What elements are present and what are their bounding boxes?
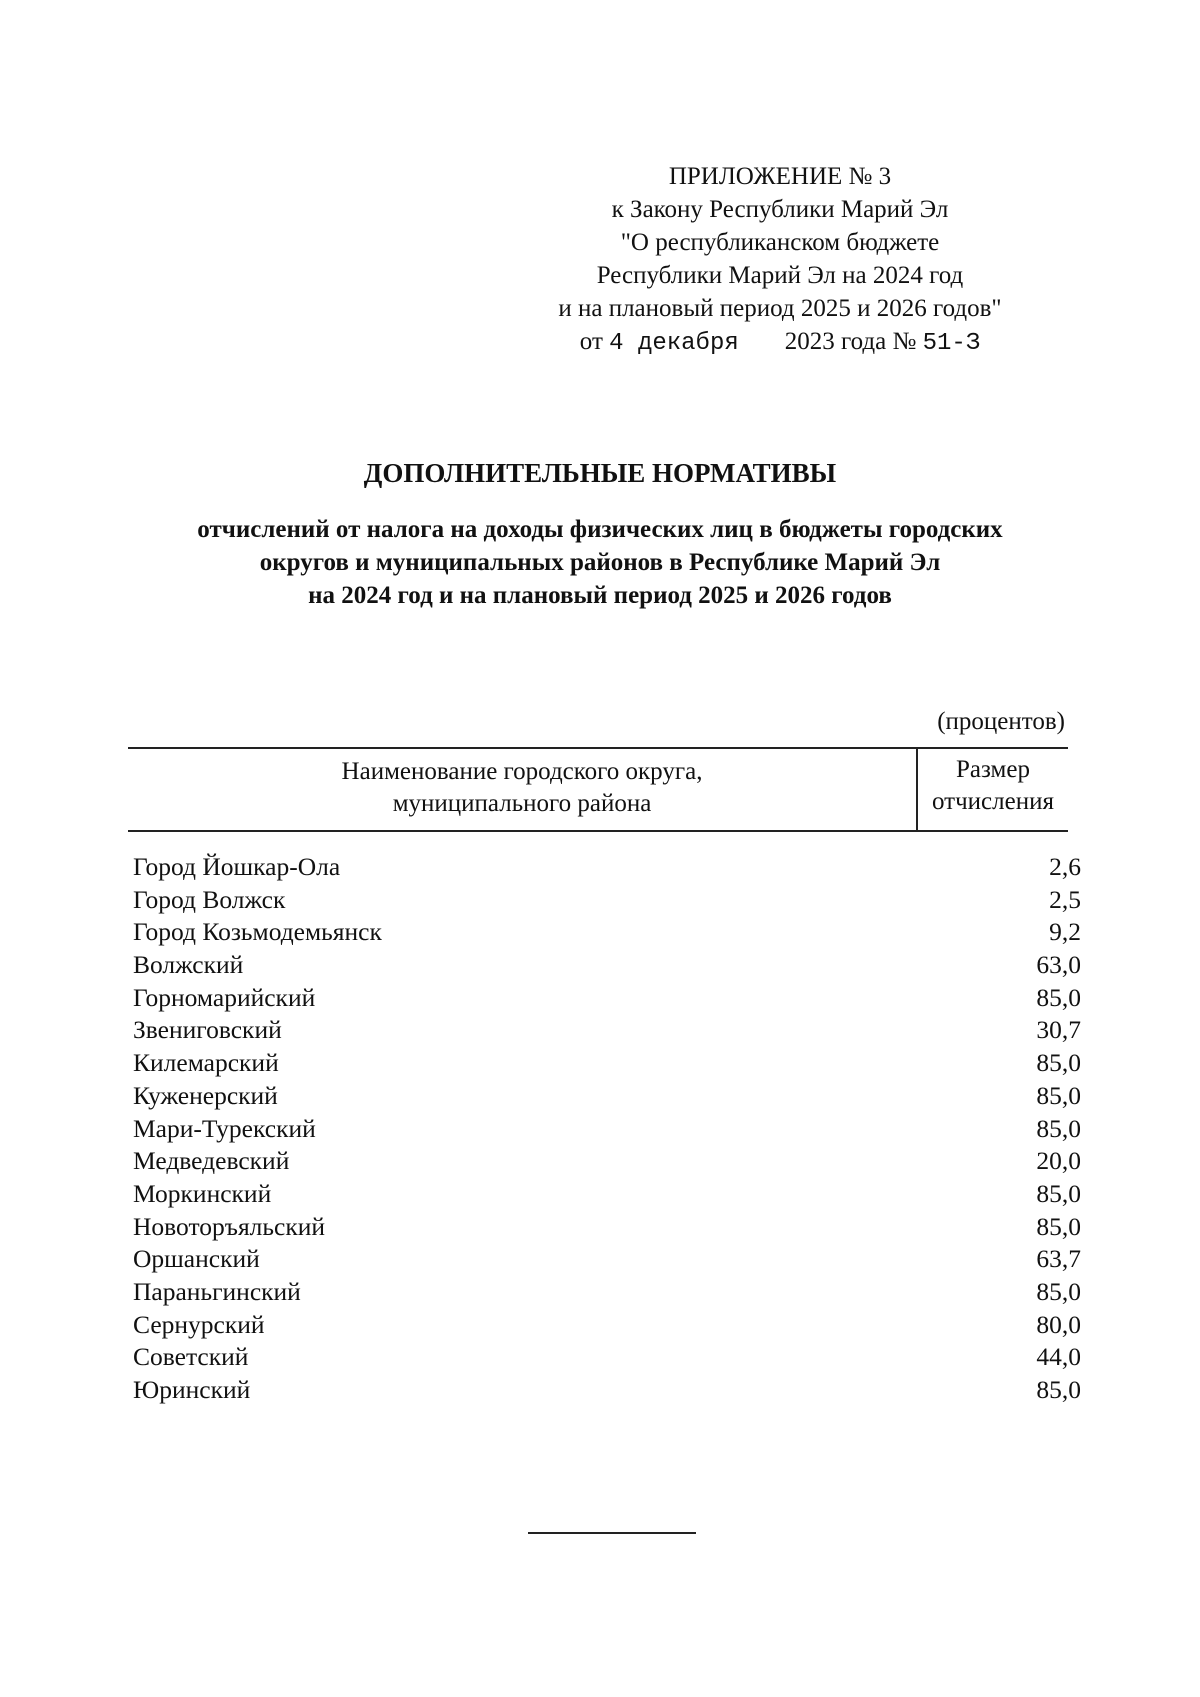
table-row: [133, 1211, 1081, 1244]
row-value: 85,0: [1036, 1375, 1081, 1404]
table-row: [133, 949, 1081, 982]
row-value: 44,0: [1036, 1342, 1081, 1372]
row-name: Город Йошкар-Ола: [133, 852, 341, 881]
table-row: [133, 1178, 1081, 1211]
table-body: [133, 851, 1081, 1407]
unit-note: (процентов): [937, 708, 1065, 735]
row-name: Параньгинский: [133, 1276, 301, 1306]
table-row: [133, 1341, 1081, 1374]
annex-law-title-line2: Республики Марий Эл на 2024 год: [596, 262, 964, 289]
row-value: 85,0: [1036, 1276, 1081, 1306]
annex-date-day-month: 4 декабря: [609, 330, 739, 357]
row-value: 9,2: [1049, 917, 1081, 947]
row-name: Волжский: [133, 950, 244, 980]
row-value: 30,7: [1036, 1015, 1081, 1045]
table-row: [133, 851, 1081, 884]
row-name: Оршанский: [133, 1244, 260, 1274]
row-name: Город Козьмодемьянск: [133, 917, 382, 947]
row-value: 80,0: [1036, 1309, 1081, 1339]
document-subtitle: [100, 513, 1100, 612]
row-name: Куженерский: [133, 1080, 278, 1110]
header-size-line2: отчисления: [932, 788, 1054, 815]
row-value: 85,0: [1036, 1048, 1081, 1078]
annex-date-line: [520, 325, 1040, 360]
header-name-line2: муниципального района: [392, 790, 652, 817]
table-row: [133, 1113, 1081, 1146]
table-row: [133, 1145, 1081, 1178]
row-value: 85,0: [1036, 1080, 1081, 1110]
row-value: 63,0: [1036, 950, 1081, 980]
annex-header: [520, 160, 1040, 360]
table-row: [133, 1243, 1081, 1276]
header-name-line1: Наименование городского округа,: [341, 758, 703, 785]
subtitle-line1: отчислений от налога на доходы физических лиц в бюджеты городских: [197, 516, 1003, 543]
annex-law-number: 51-З: [922, 330, 981, 357]
table-row: [133, 1374, 1081, 1407]
header-name-column: [128, 749, 918, 830]
annex-number: ПРИЛОЖЕНИЕ № 3: [668, 163, 892, 190]
row-value: 2,6: [1049, 852, 1081, 881]
row-value: 20,0: [1036, 1146, 1081, 1176]
subtitle-line3: на 2024 год и на плановый период 2025 и 2026 годов: [308, 582, 892, 609]
row-name: Горномарийский: [133, 982, 316, 1012]
table-header: [128, 747, 1068, 832]
row-name: Город Волжск: [133, 884, 286, 914]
end-divider: [528, 1532, 696, 1534]
row-name: Сернурский: [133, 1309, 265, 1339]
table-row: [133, 1014, 1081, 1047]
table-row: [133, 1276, 1081, 1309]
row-name: Юринский: [133, 1375, 251, 1404]
header-size-column: [918, 749, 1068, 830]
row-value: 2,5: [1049, 884, 1081, 914]
table-row: [133, 884, 1081, 917]
row-value: 85,0: [1036, 1113, 1081, 1143]
annex-law-title-line3: и на плановый период 2025 и 2026 годов": [558, 295, 1002, 322]
table-row: [133, 916, 1081, 949]
row-name: Моркинский: [133, 1178, 272, 1208]
row-name: Мари-Турекский: [133, 1113, 316, 1143]
annex-date-prefix: от: [579, 328, 603, 355]
document-title: ДОПОЛНИТЕЛЬНЫЕ НОРМАТИВЫ: [363, 458, 837, 488]
annex-law-title-line1: "О республиканском бюджете: [620, 229, 940, 256]
table-row: [133, 1047, 1081, 1080]
row-value: 85,0: [1036, 1211, 1081, 1241]
row-name: Медведевский: [133, 1146, 290, 1176]
subtitle-line2: округов и муниципальных районов в Республике Марий Эл: [259, 549, 941, 576]
row-name: Килемарский: [133, 1048, 279, 1078]
table-row: [133, 982, 1081, 1015]
row-name: Новоторъяльский: [133, 1211, 326, 1241]
table-row: [133, 1309, 1081, 1342]
row-name: Звениговский: [133, 1015, 282, 1045]
table-row: [133, 1080, 1081, 1113]
row-value: 63,7: [1036, 1244, 1081, 1274]
row-value: 85,0: [1036, 1178, 1081, 1208]
row-name: Советский: [133, 1342, 249, 1372]
row-value: 85,0: [1036, 982, 1081, 1012]
annex-law-reference: к Закону Республики Марий Эл: [611, 196, 949, 223]
annex-date-year: 2023 года №: [784, 328, 917, 355]
header-size-line1: Размер: [956, 756, 1030, 783]
